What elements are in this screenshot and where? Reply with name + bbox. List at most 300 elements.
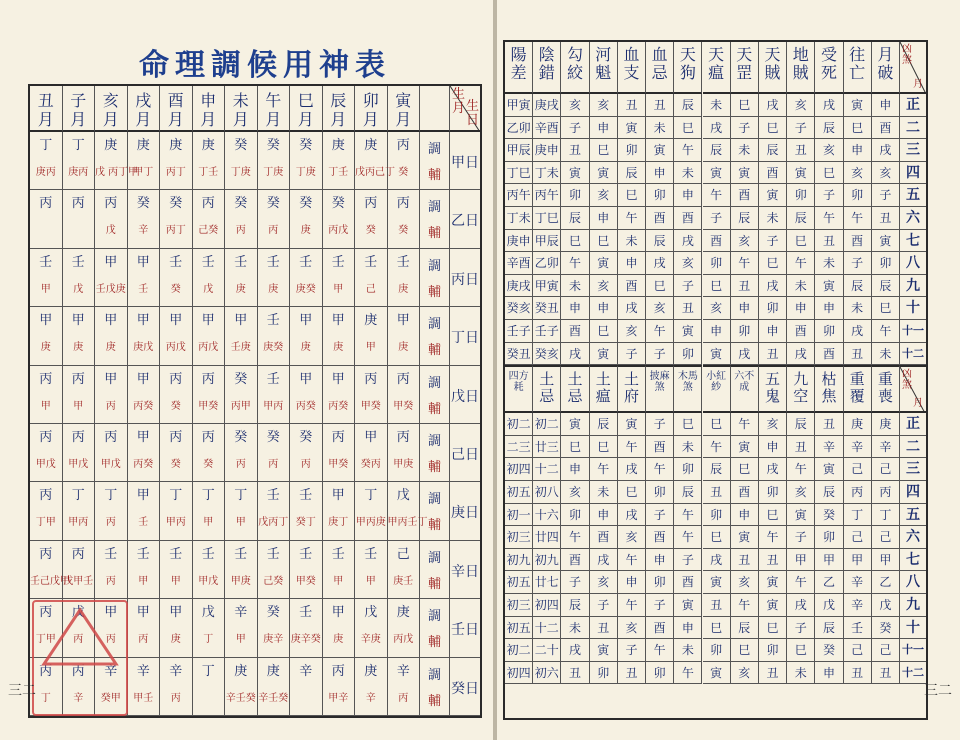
table-cell: 丑 [844,662,872,685]
shensha-header: 往亡 [844,42,872,94]
table-cell: 子 [674,275,702,298]
table-cell: 巳 [590,230,618,253]
table-cell [193,424,226,482]
primary-god: 辛 [234,605,248,621]
primary-god: 丁 [71,488,85,504]
month-label: 五 [900,184,926,207]
table-cell: 丁巳 [533,207,561,230]
auxiliary-god: 甲辛 [328,692,349,704]
auxiliary-god: 戊丙丁 [258,517,289,529]
table-cell: 乙卯 [533,252,561,275]
auxiliary-god: 甲戊 [198,575,219,587]
table-cell: 子 [731,117,759,140]
primary-god: 丙 [39,196,53,212]
table-cell: 未 [674,162,702,185]
shensha-header [703,365,731,413]
table-cell: 未 [703,94,731,117]
table-cell: 辰 [561,207,589,230]
adjust-label: 調 [427,609,441,625]
table-cell: 申 [674,617,702,640]
auxiliary-god: 甲庚 [230,575,251,587]
table-cell: 卯 [731,320,759,343]
table-cell: 辰 [815,617,843,640]
table-cell: 酉 [561,549,589,572]
primary-god: 庚 [364,663,378,679]
month-header: 子月 [63,86,96,132]
table-cell: 二十 [533,639,561,662]
table-cell: 午 [731,252,759,275]
table-cell: 戌 [787,594,815,617]
table-cell: 寅 [787,504,815,527]
primary-god: 甲 [104,313,118,329]
table-cell [258,658,291,716]
month-label: 九 [900,275,926,298]
primary-god: 丙 [396,196,410,212]
table-cell [290,190,323,248]
table-cell: 午 [844,207,872,230]
auxiliary-god: 甲丙 [68,517,89,529]
table-cell: 午 [731,594,759,617]
table-cell: 午 [618,594,646,617]
table-cell [258,541,291,599]
table-cell: 午 [646,639,674,662]
table-cell: 申 [561,297,589,320]
table-cell: 子 [646,504,674,527]
primary-god: 丁 [201,663,215,679]
table-cell: 庚戌 [505,275,533,298]
table-cell [160,307,193,365]
auxiliary-god: 甲丙 [165,517,186,529]
auxiliary-god: 壬戊庚 [95,283,126,295]
month-header: 申月 [193,86,226,132]
auxiliary-god: 甲 [235,634,246,646]
adjust-aux-label [420,482,450,540]
primary-god: 癸 [266,430,280,445]
auxiliary-god: 丁庚 [263,167,284,178]
primary-god: 己 [396,546,410,562]
shensha-header-text: 五鬼 [765,370,781,406]
table-cell: 寅 [759,184,787,207]
table-cell: 巳 [703,413,731,436]
table-cell: 未 [674,639,702,662]
adjust-aux-label [420,541,450,599]
table-cell: 寅 [731,526,759,549]
table-cell [355,599,388,657]
table-cell: 巳 [561,436,589,459]
auxiliary-god: 丙丁 [165,225,186,237]
month-label: 九 [900,594,926,617]
aux-label: 輔 [427,518,441,534]
table-cell [95,482,128,540]
primary-god: 丙 [39,663,53,679]
table-cell: 酉 [731,481,759,504]
table-cell: 午 [618,549,646,572]
table-cell [193,482,226,540]
table-cell [30,366,63,424]
month-label: 十一 [900,639,926,662]
primary-god: 癸 [234,196,248,212]
primary-god: 丙 [71,430,85,445]
shensha-header [646,365,674,413]
table-cell: 午 [759,526,787,549]
table-cell: 丁 [872,504,900,527]
table-cell: 未 [844,297,872,320]
auxiliary-god: 戊 丙丁甲 [95,167,139,178]
month-label: 六 [900,207,926,230]
table-cell: 卯 [759,639,787,662]
primary-god: 丙 [104,196,118,212]
table-cell: 午 [646,320,674,343]
table-cell: 卯 [872,252,900,275]
auxiliary-god: 辛壬癸 [225,692,256,704]
table-cell: 亥 [703,297,731,320]
month-label: 十一 [900,320,926,343]
table-cell: 亥 [618,617,646,640]
table-cell: 午 [561,252,589,275]
table-cell: 初六 [533,662,561,685]
corner-header [900,365,926,413]
table-cell: 寅 [787,162,815,185]
primary-god: 庚 [266,663,280,679]
shensha-header [674,365,702,413]
table-cell: 戌 [759,275,787,298]
table-cell [30,424,63,482]
table-cell: 亥 [618,526,646,549]
auxiliary-god: 甲癸 [198,400,219,412]
table-cell [193,132,226,190]
table-cell: 辰 [561,594,589,617]
primary-god: 甲 [331,488,345,504]
table-cell [258,366,291,424]
auxiliary-god: 戊 [203,283,214,295]
primary-god: 甲 [331,313,345,329]
table-cell: 申 [731,297,759,320]
table-cell: 廿四 [533,526,561,549]
month-label: 八 [900,252,926,275]
table-cell: 辰 [618,162,646,185]
auxiliary-god: 甲 [365,575,376,587]
table-cell: 午 [674,139,702,162]
table-cell: 初二 [505,639,533,662]
table-cell [95,424,128,482]
table-cell: 亥 [731,571,759,594]
table-cell: 亥 [731,662,759,685]
table-cell: 寅 [674,594,702,617]
shensha-header-text: 土府 [623,370,639,406]
table-cell: 子 [646,594,674,617]
table-cell [355,132,395,190]
table-cell [193,541,226,599]
primary-god: 庚 [136,138,150,153]
table-cell: 丑 [872,207,900,230]
auxiliary-god: 庚 [398,283,409,295]
primary-god: 壬 [39,254,53,270]
table-cell [290,599,323,657]
table-cell [258,482,291,540]
month-label: 八 [900,571,926,594]
auxiliary-god: 庚 [105,342,116,354]
month-label: 七 [900,230,926,253]
primary-god: 壬 [71,254,85,270]
auxiliary-god: 丁壬 [198,167,219,178]
table-cell: 辰 [703,458,731,481]
table-cell: 甲寅 [533,275,561,298]
table-cell: 寅 [561,413,589,436]
primary-god: 庚 [364,138,378,153]
table-cell: 子 [590,594,618,617]
table-cell: 申 [590,297,618,320]
month-label: 十 [900,617,926,640]
table-cell [63,190,96,248]
table-cell: 辛 [815,436,843,459]
table-cell: 申 [844,139,872,162]
primary-god: 甲 [136,254,150,270]
month-label: 六 [900,526,926,549]
table-cell: 初一 [505,504,533,527]
primary-god: 癸 [331,196,345,212]
corner-header [900,42,926,94]
table-cell: 己 [872,526,900,549]
table-cell: 子 [561,117,589,140]
table-cell: 午 [618,207,646,230]
table-cell: 戌 [674,230,702,253]
auxiliary-god: 癸 [170,400,181,412]
auxiliary-god: 庚 [170,634,181,646]
shensha-header [759,365,787,413]
table-cell: 卯 [646,571,674,594]
table-cell [30,190,63,248]
auxiliary-god: 丁 [40,692,51,704]
table-cell: 申 [590,207,618,230]
table-cell: 卯 [646,184,674,207]
table-cell: 卯 [590,662,618,685]
table-cell [95,249,128,307]
shensha-header-text: 六不成 [734,371,755,394]
primary-god: 丙 [39,430,53,445]
primary-god: 甲 [169,605,183,621]
auxiliary-god: 壬 [138,283,149,295]
primary-god: 甲 [136,371,150,387]
table-cell: 申 [618,571,646,594]
shensha-header-text: 重覆 [849,370,865,406]
table-cell: 午 [674,526,702,549]
primary-god: 壬 [364,254,378,270]
table-cell [323,132,356,190]
table-cell [160,190,193,248]
table-cell: 巳 [787,639,815,662]
primary-god: 壬 [266,546,280,562]
primary-god: 壬 [396,254,410,270]
day-stem-label: 甲日 [450,132,480,190]
aux-label: 輔 [427,401,441,417]
table-cell: 戌 [759,458,787,481]
auxiliary-god: 甲 [170,575,181,587]
table-cell: 子 [759,230,787,253]
table-cell [225,307,258,365]
shensha-header: 天狗 [674,42,702,94]
auxiliary-god: 丙 [73,634,84,646]
primary-god: 丁 [71,138,85,153]
table-cell: 庚 [844,413,872,436]
table-cell: 戌 [759,94,787,117]
table-cell: 卯 [703,504,731,527]
auxiliary-god: 庚 [300,225,311,237]
auxiliary-god: 庚丁 [328,517,349,529]
table-cell: 午 [787,571,815,594]
table-cell: 十二 [533,617,561,640]
primary-god: 癸 [266,138,280,153]
table-cell: 戌 [872,139,900,162]
primary-god: 丙 [39,605,53,621]
shensha-header [731,365,759,413]
table-cell: 寅 [590,343,618,366]
shensha-header [590,365,618,413]
page-title: 命理調候用神表 [139,48,391,83]
auxiliary-god: 庚 [40,342,51,354]
table-cell: 子 [787,117,815,140]
table-cell: 初三 [505,526,533,549]
table-cell: 辰 [815,481,843,504]
table-cell: 子 [844,252,872,275]
primary-god: 辛 [104,663,118,679]
month-label: 五 [900,504,926,527]
auxiliary-god: 戊甲壬 [63,575,94,587]
table-cell: 甲辰 [505,139,533,162]
auxiliary-god: 戊 [73,283,84,295]
shensha-header-text: 木馬煞 [677,371,698,394]
table-cell: 申 [646,162,674,185]
adjust-aux-label [420,599,450,657]
table-cell: 丑 [646,94,674,117]
table-cell: 卯 [561,184,589,207]
table-cell: 寅 [703,162,731,185]
table-cell: 巳 [759,504,787,527]
table-cell: 丙 [844,481,872,504]
table-cell: 癸 [815,504,843,527]
table-cell: 壬子 [505,320,533,343]
primary-god: 丁 [234,488,248,504]
table-cell: 申 [561,458,589,481]
table-cell [258,599,291,657]
auxiliary-god: 壬庚 [230,342,251,354]
table-cell: 丑 [618,94,646,117]
table-cell: 丑 [787,436,815,459]
table-cell: 酉 [844,230,872,253]
table-cell: 卯 [561,504,589,527]
table-cell: 酉 [646,436,674,459]
table-cell [193,249,226,307]
auxiliary-god: 甲丙壬丁 [387,517,428,529]
table-cell: 寅 [674,320,702,343]
table-cell: 庚申 [533,139,561,162]
corner-month-label: 生月 [452,87,466,116]
auxiliary-god: 丙 [300,459,311,470]
month-label: 四 [900,162,926,185]
shensha-header [618,365,646,413]
table-cell: 丑 [618,662,646,685]
table-cell: 乙卯 [505,117,533,140]
auxiliary-god: 戊丙己丁 [355,167,395,178]
month-header: 巳月 [290,86,323,132]
table-cell: 未 [787,275,815,298]
shensha-table [503,40,928,720]
table-cell: 巳 [703,617,731,640]
table-cell: 子 [646,343,674,366]
auxiliary-god: 丁甲 [35,517,56,529]
adjust-aux-label [420,658,450,716]
shensha-header [505,365,533,413]
primary-god: 丙 [39,371,53,387]
primary-god: 癸 [169,196,183,212]
table-cell: 卯 [759,297,787,320]
month-label: 正 [900,94,926,117]
primary-god: 壬 [331,254,345,270]
table-cell: 丑 [703,594,731,617]
table-cell [290,132,323,190]
primary-god: 甲 [39,313,53,329]
shensha-header-text: 小紅紗 [706,371,727,394]
table-cell: 辛酉 [505,252,533,275]
auxiliary-god: 癸甲 [100,692,121,704]
table-cell: 十六 [533,504,561,527]
table-cell [128,599,161,657]
month-label: 二 [900,436,926,459]
table-cell: 未 [815,252,843,275]
table-cell: 辰 [759,139,787,162]
primary-god: 甲 [104,605,118,621]
table-cell: 初二 [505,413,533,436]
auxiliary-god: 丙 [235,459,246,470]
auxiliary-god: 庚丙 [68,167,89,178]
day-stem-label: 庚日 [450,482,480,540]
auxiliary-god: 甲壬 [133,692,154,704]
auxiliary-god: 甲 [365,342,376,354]
table-cell: 辰 [815,117,843,140]
auxiliary-god: 丙癸 [133,459,154,470]
primary-god: 甲 [136,313,150,329]
shensha-header: 天罡 [731,42,759,94]
auxiliary-god: 癸 [398,225,409,237]
aux-label: 輔 [427,284,441,300]
table-cell: 酉 [703,230,731,253]
table-cell [95,190,128,248]
auxiliary-god: 辛 [365,692,376,704]
table-cell: 巳 [759,117,787,140]
table-cell: 辰 [646,230,674,253]
primary-god: 癸 [266,196,280,212]
primary-god: 癸 [299,430,313,445]
auxiliary-god: 壬己戊甲 [30,575,70,587]
primary-god: 癸 [234,138,248,153]
table-cell [290,424,323,482]
table-cell: 辛酉 [533,117,561,140]
auxiliary-god: 丙 [105,517,116,529]
table-cell [258,132,291,190]
table-cell: 午 [703,436,731,459]
table-cell [63,424,96,482]
table-cell [95,132,139,190]
adjust-label: 調 [427,258,441,274]
table-cell: 丙午 [533,184,561,207]
table-cell [355,190,388,248]
auxiliary-god: 丙 [138,634,149,646]
table-cell [225,482,258,540]
table-cell: 巳 [844,117,872,140]
table-cell [63,366,96,424]
auxiliary-god: 丁 [203,634,214,646]
auxiliary-god: 丙癸 [133,400,154,412]
table-cell: 戌 [618,297,646,320]
